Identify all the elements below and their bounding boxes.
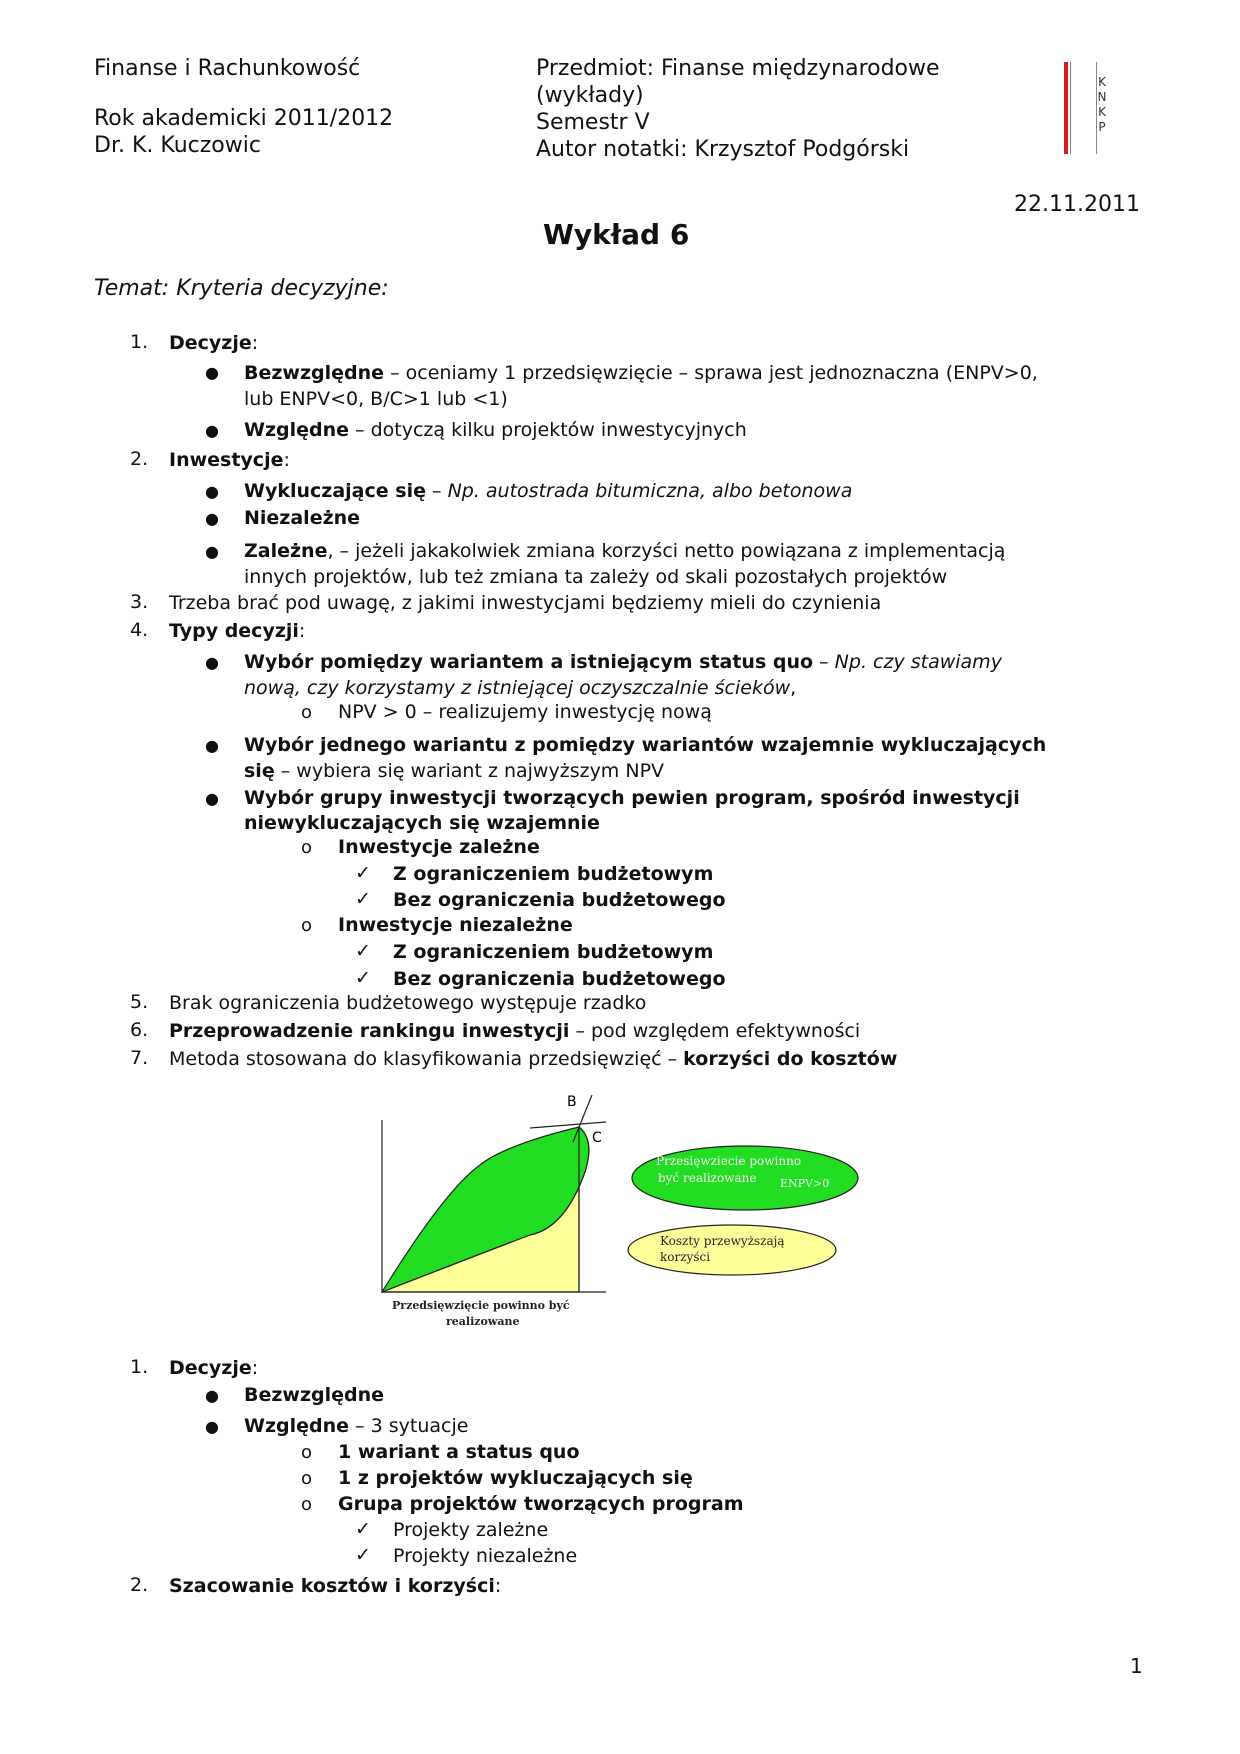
- page-number: 1: [1130, 1654, 1143, 1678]
- cost-line: [530, 1122, 606, 1128]
- label-b: B: [567, 1094, 577, 1110]
- diagram-caption-line1: Przedsięwzięcie powinno być: [392, 1299, 570, 1312]
- semester: Semestr V: [536, 110, 650, 135]
- list-number: 7.: [130, 1047, 149, 1069]
- circle-bullet-icon: o: [301, 1494, 313, 1515]
- list-item: Projekty niezależne: [393, 1545, 578, 1567]
- list-item: Z ograniczeniem budżetowym: [393, 941, 714, 963]
- list-item: Inwestycje niezależne: [338, 914, 573, 936]
- list-item: Decyzje:: [169, 1357, 259, 1379]
- list-item: NPV > 0 – realizujemy inwestycję nową: [338, 701, 712, 723]
- subject: Przedmiot: Finanse międzynarodowe: [536, 56, 940, 81]
- yellow-ellipse-line1: Koszty przewyższają: [660, 1234, 785, 1248]
- logo-letters: K N K P: [1097, 75, 1107, 134]
- bullet-icon: ●: [205, 789, 219, 808]
- page-title: Wykład 6: [543, 218, 690, 251]
- academic-year: Rok akademicki 2011/2012: [94, 106, 394, 131]
- subject-type: (wykłady): [536, 83, 644, 108]
- list-number: 2.: [130, 1574, 149, 1596]
- list-item: Wybór jednego wariantu z pomiędzy wariantów wzajemnie wykluczających: [244, 734, 1047, 756]
- circle-bullet-icon: o: [301, 702, 313, 723]
- diagram-caption-line2: realizowane: [446, 1315, 520, 1328]
- yellow-ellipse-line2: korzyści: [660, 1250, 711, 1264]
- list-item: Bez ograniczenia budżetowego: [393, 968, 726, 990]
- list-number: 6.: [130, 1019, 149, 1041]
- green-ellipse-tag: ENPV>0: [780, 1177, 830, 1190]
- list-item: Wykluczające się – Np. autostrada bitumiczna, albo betonowa: [244, 480, 853, 502]
- label-c: C: [592, 1130, 602, 1146]
- list-item: Inwestycje:: [169, 449, 290, 471]
- checkmark-icon: ✓: [355, 862, 371, 884]
- author: Autor notatki: Krzysztof Podgórski: [536, 137, 910, 162]
- list-item-continued: nową, czy korzystamy z istniejącej oczyszczalnie ścieków,: [244, 677, 797, 699]
- topic: Temat: Kryteria decyzyjne:: [94, 276, 389, 301]
- list-number: 1.: [130, 1356, 149, 1378]
- list-item: Niezależne: [244, 507, 361, 529]
- cost-benefit-diagram: [370, 1090, 870, 1340]
- list-number: 3.: [130, 591, 149, 613]
- circle-bullet-icon: o: [301, 1442, 313, 1463]
- bullet-icon: ●: [205, 542, 219, 561]
- list-item: Zależne, – jeżeli jakakolwiek zmiana korzyści netto powiązana z implementacją: [244, 540, 1006, 562]
- list-number: 1.: [130, 331, 149, 353]
- list-item-continued: innych projektów, lub też zmiana ta zależy od skali pozostałych projektów: [244, 566, 948, 588]
- list-item: Przeprowadzenie rankingu inwestycji – pod względem efektywności: [169, 1020, 861, 1042]
- list-number: 4.: [130, 619, 149, 641]
- bullet-icon: ●: [205, 1386, 219, 1405]
- list-item: Inwestycje zależne: [338, 836, 540, 858]
- checkmark-icon: ✓: [355, 1544, 371, 1566]
- list-item: Decyzje:: [169, 332, 259, 354]
- bullet-icon: ●: [205, 482, 219, 501]
- circle-bullet-icon: o: [301, 1468, 313, 1489]
- bullet-icon: ●: [205, 1417, 219, 1436]
- list-item: Szacowanie kosztów i korzyści:: [169, 1575, 502, 1597]
- list-item: Typy decyzji:: [169, 620, 306, 642]
- date: 22.11.2011: [1014, 192, 1140, 217]
- list-number: 2.: [130, 448, 149, 470]
- list-item: Metoda stosowana do klasyfikowania przedsięwzięć – korzyści do kosztów: [169, 1048, 898, 1070]
- logo-red-bar: [1064, 62, 1068, 154]
- header-right: [536, 55, 940, 163]
- list-item: Bez ograniczenia budżetowego: [393, 889, 726, 911]
- list-item: Bezwzględne: [244, 1384, 385, 1406]
- circle-bullet-icon: o: [301, 915, 313, 936]
- checkmark-icon: ✓: [355, 888, 371, 910]
- header-left: [94, 55, 393, 159]
- checkmark-icon: ✓: [355, 1518, 371, 1540]
- lecturer: Dr. K. Kuczowic: [94, 133, 261, 158]
- checkmark-icon: ✓: [355, 967, 371, 989]
- bullet-icon: ●: [205, 509, 219, 528]
- list-item: Względne – 3 sytuacje: [244, 1415, 469, 1437]
- list-item: Wybór pomiędzy wariantem a istniejącym status quo – Np. czy stawiamy: [244, 651, 1002, 673]
- bullet-icon: ●: [205, 653, 219, 672]
- green-ellipse-line2: być realizowane: [658, 1171, 757, 1185]
- circle-bullet-icon: o: [301, 837, 313, 858]
- list-item-continued: niewykluczających się wzajemnie: [244, 812, 600, 834]
- list-item: 1 wariant a status quo: [338, 1441, 580, 1463]
- checkmark-icon: ✓: [355, 940, 371, 962]
- list-item: Względne – dotyczą kilku projektów inwestycyjnych: [244, 419, 747, 441]
- list-item: Brak ograniczenia budżetowego występuje rzadko: [169, 992, 647, 1014]
- list-item: Bezwzględne – oceniamy 1 przedsięwzięcie – sprawa jest jednoznaczna (ENPV>0,: [244, 362, 1038, 384]
- green-ellipse-line1: Przesięwziecie powinno: [656, 1154, 802, 1168]
- list-item: Z ograniczeniem budżetowym: [393, 863, 714, 885]
- list-item: Wybór grupy inwestycji tworzących pewien program, spośród inwestycji: [244, 787, 1020, 809]
- bullet-icon: ●: [205, 363, 219, 382]
- list-item: Trzeba brać pod uwagę, z jakimi inwestycjami będziemy mieli do czynienia: [169, 592, 882, 614]
- list-item: 1 z projektów wykluczających się: [338, 1467, 693, 1489]
- list-item-continued: się – wybiera się wariant z najwyższym NPV: [244, 760, 665, 782]
- faculty-name: Finanse i Rachunkowość: [94, 56, 361, 81]
- list-item: Grupa projektów tworzących program: [338, 1493, 744, 1515]
- bullet-icon: ●: [205, 421, 219, 440]
- list-item: Projekty zależne: [393, 1519, 549, 1541]
- list-item-continued: lub ENPV<0, B/C>1 lub <1): [244, 388, 508, 410]
- bullet-icon: ●: [205, 736, 219, 755]
- logo-line-left: [1070, 62, 1071, 154]
- list-number: 5.: [130, 991, 149, 1013]
